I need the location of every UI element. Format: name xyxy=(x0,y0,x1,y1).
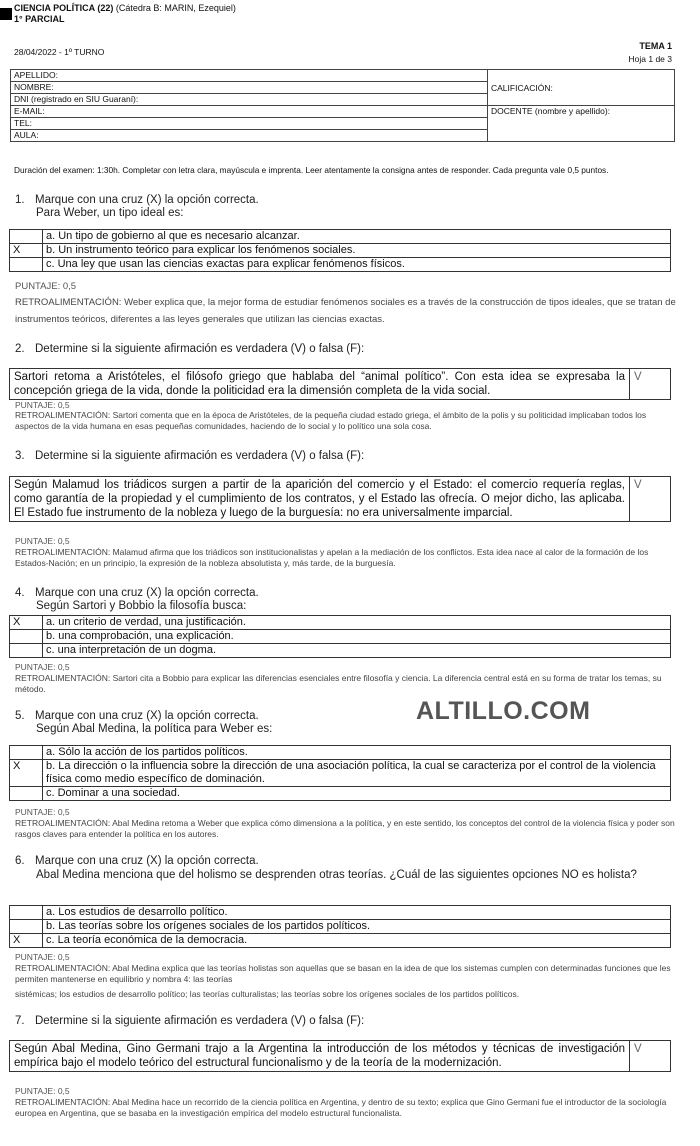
exam-header xyxy=(14,3,236,25)
vf-answer[interactable]: V xyxy=(630,477,671,522)
question-7: 7. Determine si la siguiente afirmación es verdadera (V) o falsa (F): xyxy=(15,1015,365,1027)
student-info-table xyxy=(10,69,675,142)
puntaje: PUNTAJE: 0,5 xyxy=(15,662,70,672)
vf-answer[interactable]: V xyxy=(630,369,671,400)
option-text: a. Un tipo de gobierno al que es necesario alcanzar. xyxy=(43,230,671,244)
answer-mark[interactable]: X xyxy=(10,616,43,630)
exam-name: 1° PARCIAL xyxy=(14,14,65,24)
option-text: a. un criterio de verdad, una justificación. xyxy=(43,616,671,630)
option-text: c. una interpretación de un dogma. xyxy=(43,644,671,658)
question-5: 5. Marque con una cruz (X) la opción correcta. Según Abal Medina, la política para Weber es: xyxy=(15,710,273,735)
question-4: 4. Marque con una cruz (X) la opción correcta. Según Sartori y Bobbio la filosofía busca: xyxy=(15,587,259,612)
option-text: c. La teoría económica de la democracia. xyxy=(43,934,671,948)
statement-text: Según Malamud los triádicos surgen a partir de la aparición del comercio y el Estado: el comercio requería reglas, como garantía de la propiedad y el cumplimiento de los contratos, y el Estado las ofrecía. O mejor dicho, las aplicaba. El Estado fue instrumento de la nobleza y luego de la burguesía: no era universalmente imparcial. xyxy=(10,477,630,522)
page-indicator: Hoja 1 de 3 xyxy=(628,54,672,64)
option-text: a. Los estudios de desarrollo político. xyxy=(43,906,671,920)
question-sub: Para Weber, un tipo ideal es: xyxy=(36,207,184,219)
email-field[interactable]: E-MAIL: xyxy=(11,106,488,118)
docente-field[interactable]: DOCENTE (nombre y apellido): xyxy=(488,106,675,142)
question-2: 2. Determine si la siguiente afirmación es verdadera (V) o falsa (F): xyxy=(15,343,365,355)
retroalimentacion: RETROALIMENTACIÓN: Sartori comenta que en la época de Aristóteles, de la pequeña ciudad estado griega, el ámbito de la polis y su politicidad implicaban todos los aspectos de la vida humana en esas pequeñas comunidades, haciendo de lo social y lo político una sola cosa. xyxy=(15,410,647,431)
retroalimentacion: RETROALIMENTACIÓN: Abal Medina retoma a Weber que explica cómo dimensiona a la política, y en este sentido, los conceptos del control de la violencia física y poder son rasgos claves para entender la política en los autores. xyxy=(15,818,675,839)
corner-mark xyxy=(0,8,12,20)
options-q6 xyxy=(9,905,671,948)
puntaje: PUNTAJE: 0,5 xyxy=(15,400,70,410)
dni-field[interactable]: DNI (registrado en SIU Guaraní): xyxy=(11,94,488,106)
option-text: c. Una ley que usan las ciencias exactas para explicar fenómenos físicos. xyxy=(43,258,671,272)
nombre-field[interactable]: NOMBRE: xyxy=(11,82,488,94)
puntaje: PUNTAJE: 0,5 xyxy=(15,952,70,962)
tema-label: TEMA 1 xyxy=(639,41,672,51)
answer-mark[interactable] xyxy=(10,920,43,934)
altillo-watermark: ALTILLO.COM xyxy=(416,697,591,725)
answer-mark[interactable] xyxy=(10,630,43,644)
puntaje: PUNTAJE: 0,5 xyxy=(15,536,70,546)
options-q4 xyxy=(9,615,671,658)
statement-text: Sartori retoma a Aristóteles, el filósofo griego que hablaba del “animal político”. Con esta idea se expresaba la concepción griega de la vida, donde la politicidad era la dimensión completa de la vida social. xyxy=(10,369,630,400)
question-6: 6. Marque con una cruz (X) la opción correcta. Abal Medina menciona que del holismo se desprenden otras teorías. ¿Cuál de las siguientes opciones NO es holista? xyxy=(15,855,665,883)
answer-mark[interactable]: X xyxy=(10,244,43,258)
option-text: b. La dirección o la influencia sobre la dirección de una asociación política, la cual se caracteriza por el control de la violencia física como medio específico de dominación. xyxy=(43,760,671,787)
question-sub: Según Abal Medina, la política para Weber es: xyxy=(36,723,273,735)
option-text: a. Sólo la acción de los partidos políticos. xyxy=(43,746,671,760)
options-q1 xyxy=(9,229,671,272)
exam-instructions: Duración del examen: 1:30h. Completar con letra clara, mayúscula e imprenta. Leer atentamente la consigna antes de responder. Cada pregunta vale 0,5 puntos. xyxy=(14,165,609,175)
question-prompt: Determine si la siguiente afirmación es verdadera (V) o falsa (F): xyxy=(35,1015,365,1027)
retroalimentacion: RETROALIMENTACIÓN: Weber explica que, la mejor forma de estudiar fenómenos sociales es a través de la construcción de tipos ideales, que se tratan de instrumentos teóricos, diferentes a las leyes generales que utilizan las ciencias exactas. xyxy=(15,297,676,325)
question-prompt: Marque con una cruz (X) la opción correcta. xyxy=(35,710,259,722)
answer-mark[interactable] xyxy=(10,230,43,244)
aula-field[interactable]: AULA: xyxy=(11,130,488,142)
question-3: 3. Determine si la siguiente afirmación es verdadera (V) o falsa (F): xyxy=(15,450,365,462)
question-1: 1. Marque con una cruz (X) la opción correcta. Para Weber, un tipo ideal es: xyxy=(15,194,259,219)
answer-mark[interactable] xyxy=(10,787,43,801)
option-text: c. Dominar a una sociedad. xyxy=(43,787,671,801)
puntaje: PUNTAJE: 0,5 xyxy=(15,1086,70,1096)
question-sub: Abal Medina menciona que del holismo se desprenden otras teorías. ¿Cuál de las siguientes opciones NO es holista? xyxy=(36,869,637,881)
option-text: b. una comprobación, una explicación. xyxy=(43,630,671,644)
puntaje: PUNTAJE: 0,5 xyxy=(15,807,70,817)
option-text: b. Un instrumento teórico para explicar los fenómenos sociales. xyxy=(43,244,671,258)
vf-answer[interactable]: V xyxy=(630,1041,671,1072)
retroalimentacion: RETROALIMENTACIÓN: Abal Medina hace un recorrido de la ciencia política en Argentina, y dentro de su texto; explica que Gino Germani fue el introductor de la sociología europea en Argentina, que se basaba en la investigación empírica del modelo estructural funcionalista. xyxy=(15,1097,667,1118)
answer-mark[interactable] xyxy=(10,644,43,658)
retroalimentacion: RETROALIMENTACIÓN: Abal Medina explica que las teorías holistas son aquellas que se basan en la idea de que los sistemas cumplen con determinadas funciones que les permiten mantenerse en equilibrio y nombra 4: las teorías xyxy=(15,963,671,984)
question-prompt: Determine si la siguiente afirmación es verdadera (V) o falsa (F): xyxy=(35,450,365,462)
tel-field[interactable]: TEL: xyxy=(11,118,488,130)
question-prompt: Marque con una cruz (X) la opción correcta. xyxy=(35,587,259,599)
course-title: CIENCIA POLÍTICA (22) xyxy=(14,3,114,13)
retroalimentacion: RETROALIMENTACIÓN: Malamud afirma que los triádicos son institucionalistas y apelan a la mediación de los conflictos. Esta idea nace al calor de la formación de los Estados-Nación; en un principio, la expresión de la nobleza absolutista y, más tarde, de la burguesía. xyxy=(15,547,649,568)
retroalimentacion-cont: sistémicas; los estudios de desarrollo político; las teorías culturalistas; las teorías sobre los orígenes sociales de los partidos políticos. xyxy=(15,989,520,999)
statement-text: Según Abal Medina, Gino Germani trajo a la Argentina la introducción de los métodos y técnicas de investigación empírica bajo el modelo teórico del estructural funcionalismo y de la teoría de la modernización. xyxy=(10,1041,630,1072)
statement-q7 xyxy=(9,1040,671,1072)
retroalimentacion: RETROALIMENTACIÓN: Sartori cita a Bobbio para explicar las diferencias esenciales entre filosofía y ciencia. La diferencia central está en su forma de tratar los temas, su método. xyxy=(15,673,662,694)
question-prompt: Marque con una cruz (X) la opción correcta. xyxy=(35,194,259,206)
question-sub: Según Sartori y Bobbio la filosofía busca: xyxy=(36,600,247,612)
exam-date: 28/04/2022 - 1º TURNO xyxy=(14,47,105,57)
option-text: b. Las teorías sobre los orígenes sociales de los partidos políticos. xyxy=(43,920,671,934)
answer-mark[interactable] xyxy=(10,906,43,920)
answer-mark[interactable] xyxy=(10,258,43,272)
statement-q2 xyxy=(9,368,671,400)
apellido-field[interactable]: APELLIDO: xyxy=(11,70,488,82)
answer-mark[interactable]: X xyxy=(10,760,43,787)
statement-q3 xyxy=(9,476,671,522)
options-q5 xyxy=(9,745,671,801)
puntaje: PUNTAJE: 0,5 xyxy=(15,281,77,292)
question-prompt: Marque con una cruz (X) la opción correcta. xyxy=(35,855,259,867)
question-prompt: Determine si la siguiente afirmación es verdadera (V) o falsa (F): xyxy=(35,343,365,355)
answer-mark[interactable] xyxy=(10,746,43,760)
catedra: (Cátedra B: MARIN, Ezequiel) xyxy=(113,3,236,13)
answer-mark[interactable]: X xyxy=(10,934,43,948)
calificacion-field[interactable]: CALIFICACIÓN: xyxy=(488,70,675,106)
